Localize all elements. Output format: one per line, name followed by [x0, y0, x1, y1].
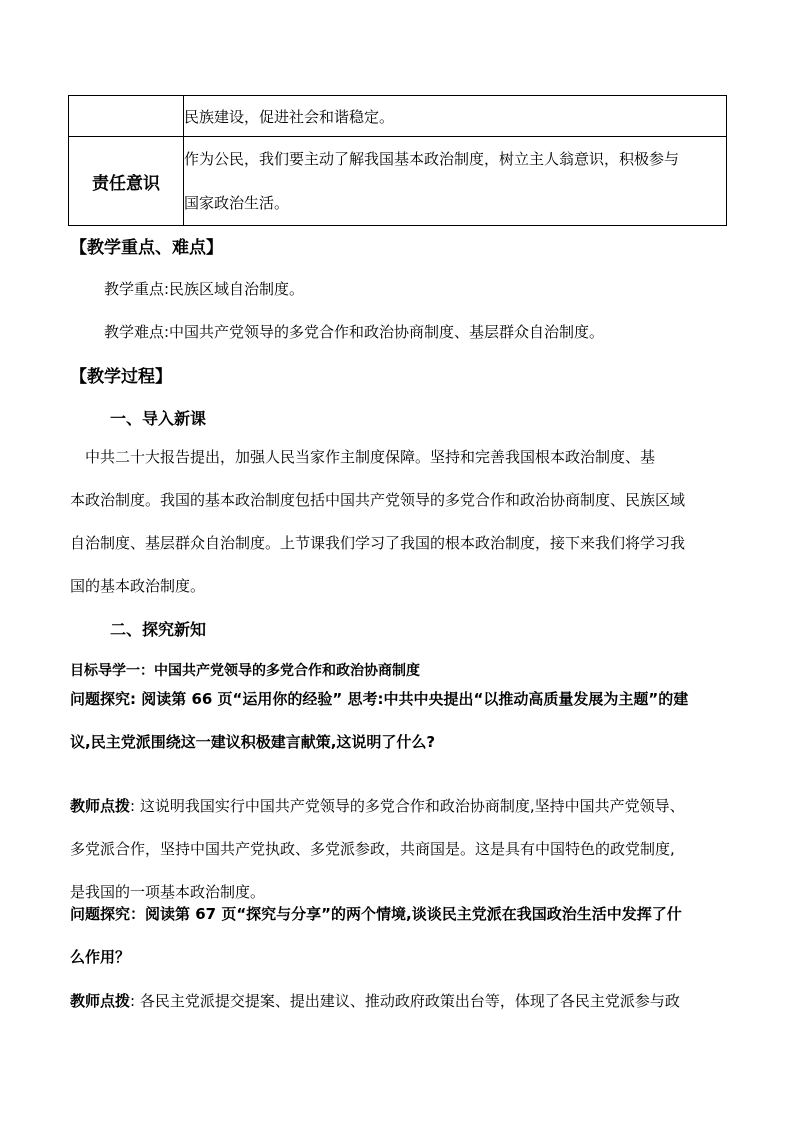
question-label: 问题探究 — [70, 690, 131, 708]
table-cell-text: 民族建设，促进社会和谐稳定。 — [184, 96, 727, 137]
answer-text: : 各民主党派提交提案、提出建议、推动政府政策出台等，体现了各民主党派参与政 — [130, 992, 680, 1010]
table-cell-label — [69, 137, 184, 226]
answer2 — [70, 980, 730, 1023]
question-text: : 阅读第 66 页“运用你的经验” 思考:中共中央提出“以推动高质量发展为主题”的建 — [130, 690, 689, 708]
answer-text: : 这说明我国实行中国共产党领导的多党合作和政治协商制度,坚持中国共产党领导、 — [130, 797, 685, 815]
intro-paragraph — [70, 436, 730, 608]
table-cell-empty — [69, 96, 184, 137]
table-row — [69, 96, 727, 137]
key-point: 教学重点:民族区域自治制度。 — [104, 280, 305, 298]
responsibility-line: 国家政治生活。 — [184, 194, 290, 212]
paragraph-line — [70, 678, 730, 721]
paragraph-line: 本政治制度。我国的基本政治制度包括中国共产党领导的多党合作和政治协商制度、民族区域 — [70, 491, 686, 509]
paragraph-line: 议,民主党派围绕这一建议积极建言献策,这说明了什么? — [70, 733, 436, 751]
focus-heading: 【教学重点、难点】 — [70, 238, 223, 258]
paragraph-line: 国的基本政治制度。 — [70, 577, 206, 595]
question2 — [70, 893, 730, 979]
answer-label: 教师点拨 — [70, 797, 131, 815]
question1 — [70, 678, 730, 764]
paragraph-line: 么作用？ — [70, 948, 131, 966]
paragraph-line: 自治制度、基层群众自治制度。上节课我们学习了我国的根本政治制度，接下来我们将学习我 — [70, 534, 686, 552]
objectives-table — [68, 95, 727, 226]
paragraph-line: 是我国的一项基本政治制度。 — [70, 883, 266, 901]
section2-title: 二、探究新知 — [110, 620, 207, 639]
answer-label: 教师点拨 — [70, 992, 131, 1010]
paragraph-line — [70, 980, 730, 1023]
table-row — [69, 137, 727, 226]
responsibility-line: 作为公民，我们要主动了解我国基本政治制度，树立主人翁意识，积极参与 — [184, 150, 680, 168]
table-cell-text — [184, 137, 727, 226]
goal1-title: 目标导学一：中国共产党领导的多党合作和政治协商制度 — [70, 663, 420, 679]
difficult-point: 教学难点:中国共产党领导的多党合作和政治协商制度、基层群众自治制度。 — [104, 323, 605, 341]
paragraph-line: 问题探究：阅读第 67 页“探究与分享”的两个情境,谈谈民主党派在我国政治生活中发挥了什 — [70, 905, 682, 923]
paragraph-line — [70, 785, 730, 828]
responsibility-label: 责任意识 — [92, 173, 160, 194]
section1-title: 一、导入新课 — [110, 409, 207, 428]
paragraph-line: 多党派合作，坚持中国共产党执政、多党派参政，共商国是。这是具有中国特色的政党制度, — [70, 840, 675, 858]
paragraph-line: 中共二十大报告提出，加强人民当家作主制度保障。坚持和完善我国根本政治制度、基 — [70, 448, 656, 466]
process-heading: 【教学过程】 — [70, 367, 172, 387]
